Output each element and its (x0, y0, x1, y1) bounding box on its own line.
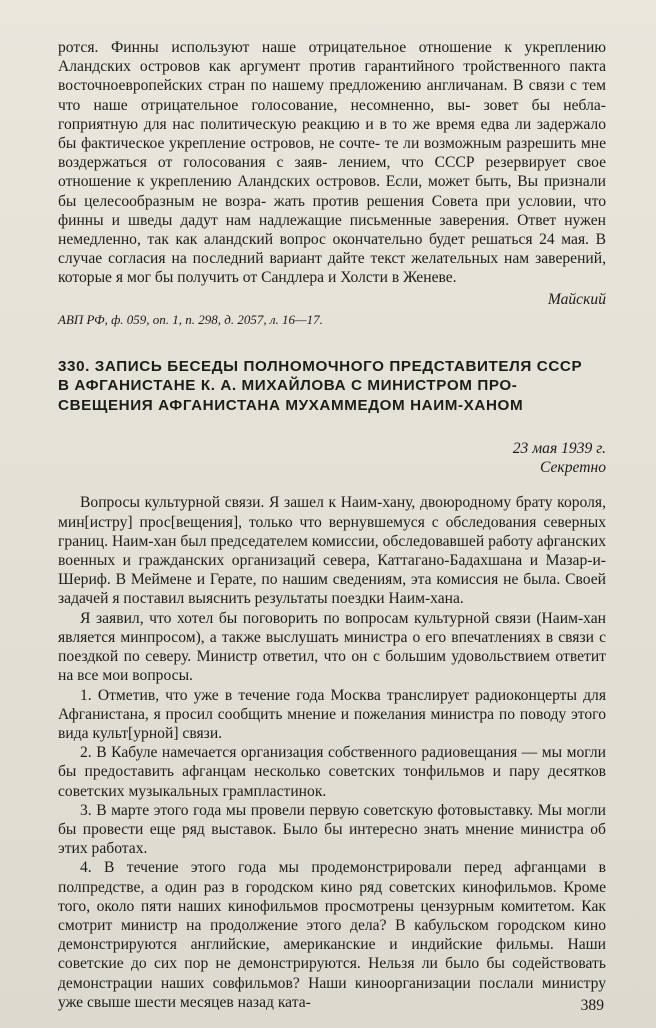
paragraph: 3. В марте этого года мы провели первую советскую фотовыставку. Мы могли бы провести еще ряд выставок. Было бы интересно знать мнение министра об этих работах. (58, 801, 606, 858)
text-line: ротся. Финны используют наше отрицательное отношение к укреплению (58, 39, 606, 56)
paragraph: 4. В течение этого года мы продемонстрировали перед афганцами в полпредстве, а один раз в городском кино ряд советских кинофильмов. Кроме того, около пяти наших кинофильмов просмотрены цензурным комитетом. Как смотрит министр на продолжение этого дела? В кабульском городском кино демонстрируются английские, американские и индийские фильмы. Наши советские до сих пор не демонстрируются. Нельзя ли было бы содействовать демонстрации наших совфильмов? Наши киноорганизации послали министру уже свыше шести месяцев назад ката- (58, 859, 606, 1011)
text-line: пакта восточноевропейских стран по нашему предложению англичанам. (58, 58, 606, 95)
paragraph: 2. В Кабуле намечается организация собственного радиовещания — мы могли бы предоставить афганцам несколько советских тонфильмов и пару десятков советских музыкальных грампластинок. (58, 744, 606, 800)
text-line: лением, что СССР резервирует свое отношение к укреплению Аландских (58, 154, 606, 191)
text-line: на последний вариант дайте текст желательных нам заверений, которые я (58, 250, 607, 287)
paragraph: Вопросы культурной связи. Я зашел к Наим-хану, двоюродному брату короля, мин[истру] прос[вещения], только что вернувшемуся с обследования северных границ. Наим-хан был председателем комиссии, обследовавшей работу афганских военных и гражданских организаций севера, Каттагано-Бадахшана и Мазар-и-Шериф. В Меймене и Герате, по нашим сведениям, эта комиссия не была. Своей задачей я поставил выяснить результаты поездки Наим-хана. (58, 494, 606, 608)
text-line: В связи с тем что наше отрицательное голосование, несомненно, вы- (58, 77, 606, 114)
document-date: 23 мая 1939 г. (512, 440, 606, 458)
paragraph: 1. Отметив, что уже в течение года Москва транслирует радиоконцерты для Афганистана, я просил сообщить мнение и пожелания министра по поводу этого вида культ[урной] связи. (58, 686, 606, 742)
text-line: островов. Если, может быть, Вы признали бы целесообразным не возра- (58, 173, 606, 210)
archive-reference: АВП РФ, ф. 059, оп. 1, п. 298, д. 2057, л. 16—17. (58, 311, 323, 327)
continued-text (58, 38, 606, 288)
heading-line: 330. ЗАПИСЬ БЕСЕДЫ ПОЛНОМОЧНОГО ПРЕДСТАВИТЕЛЯ СССР (58, 357, 583, 375)
signature: Майский (547, 290, 606, 308)
text-line: Аландских островов как аргумент против гарантийного тройственного (58, 58, 561, 76)
text-line: время едва ли задержало бы фактическое укрепление островов, не сочте- (58, 115, 606, 153)
heading-line: СВЕЩЕНИЯ АФГАНИСТАНА МУХАММЕДОМ НАИМ-ХАНОМ (58, 396, 524, 414)
text-line: мог бы получить от Сандлера и Холсти в Женеве. (126, 269, 457, 287)
text-line: зовет бы неблагоприятную для нас политическую реакцию и в то же (58, 96, 606, 133)
paragraph: Я заявил, что хотел бы поговорить по вопросам культурной связи (Наим-хан является минпросом), а также выслушать министра о его впечатлениях в связи с поездкой по северу. Министр ответил, что он с большим удовольствием ответит на все мои вопросы. (58, 609, 606, 685)
heading-line: В АФГАНИСТАНЕ К. А. МИХАЙЛОВА С МИНИСТРОМ ПРО- (58, 377, 518, 395)
document-body (58, 493, 606, 1011)
text-line: те ли возможным разрешить мне воздержаться от голосования с заяв- (58, 135, 606, 172)
text-line: аландский вопрос окончательно будет решаться 24 мая. В случае согласия (58, 231, 606, 268)
text-line: жать против решения Совета при условии, что финны и шведы дадут (58, 192, 606, 229)
document-heading (58, 357, 606, 415)
text-line: нам надлежащие письменные заверения. Ответ нужен немедленно, так как (58, 211, 606, 249)
page-number: 389 (580, 997, 604, 1014)
classification-label: Секретно (539, 459, 606, 477)
